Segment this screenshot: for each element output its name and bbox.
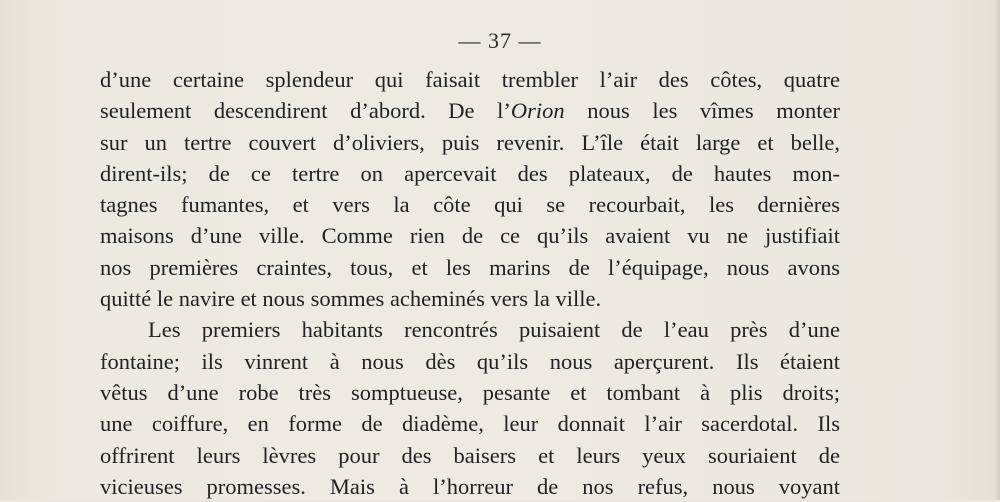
body-text bbox=[100, 64, 840, 502]
ship-name: Orion bbox=[510, 98, 565, 124]
text-line: d’une certaine splendeur qui faisait trembler l’air des côtes, quatre bbox=[100, 67, 840, 92]
text-line: sur un tertre couvert d’oliviers, puis revenir. L’île était large et belle, bbox=[100, 129, 840, 155]
text-line: quitté le navire et nous sommes acheminés vers la ville. bbox=[100, 286, 602, 312]
page-edge-shadow bbox=[994, 0, 1000, 500]
text-line: dirent-ils; de ce tertre on apercevait des plateaux, de hautes mon- bbox=[100, 160, 840, 186]
text-line: offrirent leurs lèvres pour des baisers et leurs yeux souriaient de bbox=[100, 442, 840, 468]
page-number: — 37 — bbox=[458, 28, 542, 53]
text-line: maisons d’une ville. Comme rien de ce qu’ils avaient vu ne justifiait bbox=[100, 223, 840, 249]
text-line: nos premières craintes, tous, et les marins de l’équipage, nous avons bbox=[100, 254, 840, 280]
text-line: Les premiers habitants rencontrés puisaient de l’eau près d’une bbox=[148, 317, 840, 343]
text-segment: nous les vîmes monter bbox=[564, 98, 840, 124]
text-line: vêtus d’une robe très somptueuse, pesante et tombant à plis droits; bbox=[100, 379, 840, 405]
text-line: fontaine; ils vinrent à nous dès qu’ils nous aperçurent. Ils étaient bbox=[100, 348, 840, 374]
text-line: vicieuses promesses. Mais à l’horreur de nos refus, nous voyant bbox=[100, 473, 840, 499]
text-line: une coiffure, en forme de diadème, leur donnait l’air sacerdotal. Ils bbox=[100, 411, 840, 437]
text-line bbox=[100, 95, 840, 126]
text-segment: seulement descendirent d’abord. De l’ bbox=[100, 98, 511, 124]
text-line: tagnes fumantes, et vers la côte qui se recourbait, les dernières bbox=[100, 192, 840, 218]
